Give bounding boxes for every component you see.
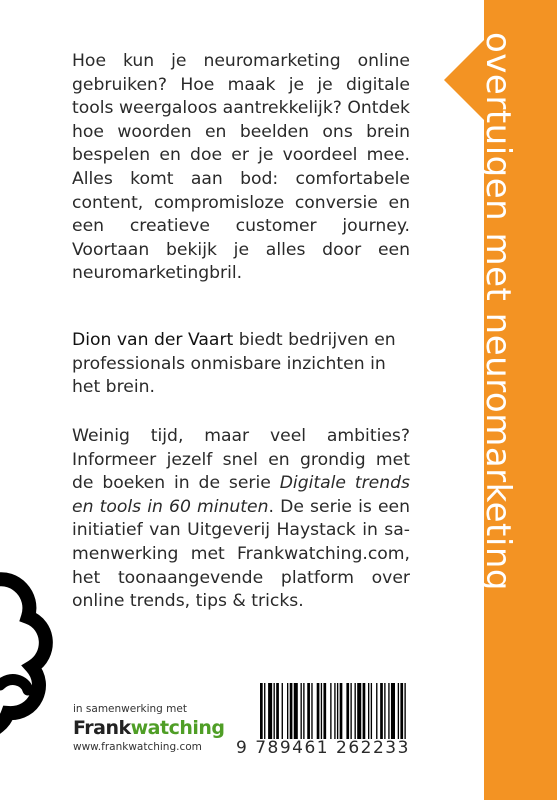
barcode-bar: [337, 683, 338, 739]
barcode-bar: [404, 683, 405, 739]
barcode-bar: [380, 683, 383, 739]
barcode-bar: [388, 683, 389, 739]
barcode-bar: [282, 683, 283, 739]
barcode-bar: [290, 683, 293, 739]
barcode-bar: [276, 683, 279, 739]
brain-outline-icon: [0, 545, 80, 745]
paragraph-3-start: Weinig tijd, maar veel ambities? Informeer jezelf snel en grondig met de boeken in de serie: [72, 426, 410, 494]
barcode-bar: [294, 683, 298, 739]
barcode-bar: [274, 683, 275, 739]
barcode-bar: [384, 683, 385, 739]
barcode-bar: [268, 683, 272, 739]
blurb-text-1: Hoe kun je neuromarketing online gebruiken? Hoe maak je je digitale tools weergaloos aantrekkelijk? Ontdek hoe woorden en beelden ons brein bespelen en doe er je voordeel mee. Alles komt aan bod: comfortabele content, compromisloze conversie en een creatieve customer journey. Voortaan bekijk je alles door een neuromarketingbril.: [72, 51, 410, 284]
barcode-bar: [317, 683, 320, 739]
logo-frank: Frank: [73, 717, 131, 739]
frankwatching-logo: [73, 717, 225, 739]
blurb-paragraph-1: [72, 50, 410, 286]
spine-title-text: overtuigen met neuromarketing: [478, 32, 518, 591]
barcode-bar: [371, 683, 372, 739]
barcode-bar: [334, 683, 335, 739]
barcode-bar: [363, 683, 366, 739]
barcode-bar: [400, 683, 403, 739]
blurb-paragraph-2: [72, 329, 410, 400]
barcode-bar: [311, 683, 312, 739]
barcode-bar: [287, 683, 288, 739]
frankwatching-url: www.frankwatching.com: [73, 741, 202, 753]
author-name: Dion van der Vaart: [72, 330, 234, 350]
barcode-bar: [357, 683, 361, 739]
series-name: Digitale trends en tools in 60 minuten: [72, 473, 410, 517]
logo-watching: watching: [130, 717, 225, 739]
barcode-digits: 9 789461 262233: [236, 738, 410, 758]
barcode-bar: [340, 683, 343, 739]
barcode-bar: [330, 683, 331, 739]
barcode-bar: [323, 683, 326, 739]
barcode-bar: [355, 683, 356, 739]
barcode-bar: [391, 683, 395, 739]
barcode-bar: [350, 683, 351, 739]
barcode-bar: [260, 683, 263, 739]
blurb-paragraph-3: [72, 425, 410, 614]
partner-label: in samenwerking met: [73, 703, 187, 715]
barcode: [258, 683, 458, 739]
barcode-bar: [346, 683, 349, 739]
barcode-bar: [307, 683, 310, 739]
paragraph-3-end: . De serie is een initiatief van Uitgeverij Haystack in samenwerking met Frankwatching.com, het toonaangevende platform over online trends, tips & tricks.: [72, 496, 410, 612]
barcode-bar: [321, 683, 322, 739]
paragraph-2-rest: biedt bedrijven en professionals onmisbare inzichten in het brein.: [72, 330, 396, 398]
barcode-bar: [303, 683, 304, 739]
barcode-bar: [264, 683, 265, 739]
barcode-bar: [368, 683, 369, 739]
barcode-bar: [301, 683, 302, 739]
barcode-bar: [398, 683, 399, 739]
barcode-bar: [376, 683, 377, 739]
